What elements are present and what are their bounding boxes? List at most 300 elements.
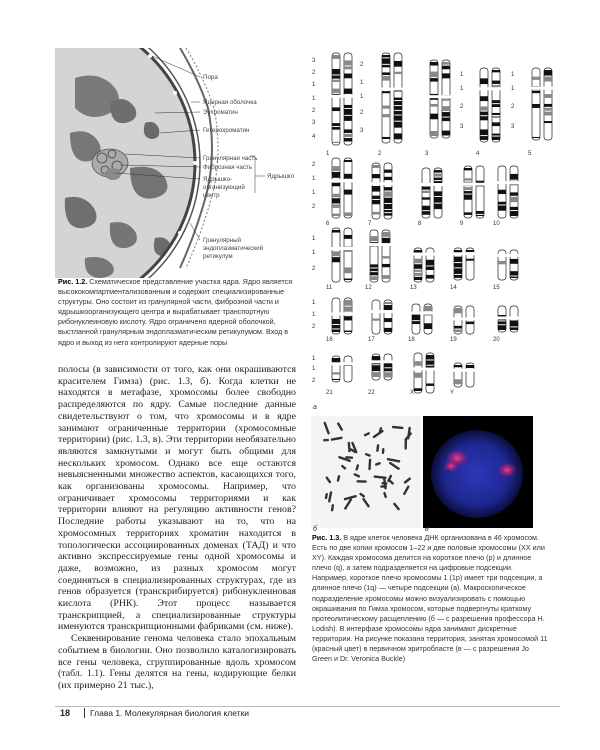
chromosome-number-6: 6 bbox=[326, 221, 330, 227]
ideogram-centromere bbox=[414, 253, 423, 256]
ideogram-band bbox=[454, 250, 462, 253]
ideogram-band bbox=[332, 198, 340, 203]
nucleus-diagram bbox=[55, 48, 305, 278]
band-label: 1 bbox=[511, 86, 515, 92]
metaphase-chromosome bbox=[362, 497, 370, 507]
ideogram-band bbox=[454, 275, 462, 278]
ideogram-band bbox=[544, 77, 552, 82]
ideogram-centromere bbox=[382, 243, 391, 246]
territory-red bbox=[497, 462, 517, 478]
band-label: 2 bbox=[312, 324, 316, 330]
label-granular-part: Гранулярная часть bbox=[203, 155, 258, 162]
ideogram-band bbox=[544, 70, 552, 76]
ideogram-band bbox=[464, 195, 472, 200]
band-label: 1 bbox=[360, 94, 364, 100]
label-er-1: Гранулярный bbox=[203, 237, 241, 244]
ideogram-band bbox=[344, 134, 352, 137]
ideogram-band bbox=[510, 320, 518, 326]
ideogram-band bbox=[532, 91, 540, 94]
ideogram-band bbox=[384, 368, 392, 371]
ideogram-band bbox=[414, 259, 422, 264]
ideogram-centromere bbox=[344, 247, 353, 250]
ideogram-band bbox=[344, 109, 352, 115]
ideogram-band bbox=[344, 331, 352, 332]
body-text bbox=[58, 364, 296, 692]
ideogram-centromere bbox=[384, 310, 393, 313]
ideogram-band bbox=[332, 204, 340, 207]
ideogram-band bbox=[480, 136, 488, 140]
metaphase-chromosome bbox=[372, 429, 384, 438]
ideogram-band bbox=[426, 355, 434, 359]
chromosome-number-y: Y bbox=[450, 390, 455, 396]
ideogram-centromere bbox=[412, 312, 421, 315]
ideogram-band bbox=[430, 131, 438, 136]
metaphase-chromosome bbox=[337, 422, 344, 431]
metaphase-chromosome bbox=[337, 475, 341, 482]
ideogram-band bbox=[480, 116, 488, 120]
metaphase-chromosome bbox=[403, 485, 410, 495]
ideogram-band bbox=[394, 122, 402, 128]
ideogram-band bbox=[382, 264, 390, 267]
ideogram-band bbox=[372, 196, 380, 199]
ideogram-chromatid bbox=[476, 166, 484, 218]
band-label: 2 bbox=[312, 266, 316, 272]
ideogram-band bbox=[480, 78, 488, 84]
metaphase-chromosome bbox=[387, 458, 401, 463]
label-er-2: эндоплазматический bbox=[203, 245, 264, 252]
ideogram-band bbox=[384, 187, 392, 190]
label-heterochromatin: Гетерохроматин bbox=[203, 127, 250, 134]
label-fibrous-part: Фиброзная часть bbox=[203, 164, 253, 171]
ideogram-band bbox=[344, 105, 352, 108]
ideogram-band bbox=[414, 277, 422, 280]
ideogram-centromere bbox=[414, 368, 423, 371]
ideogram-band bbox=[344, 235, 352, 239]
ideogram-band bbox=[372, 372, 380, 377]
band-label: 2 bbox=[312, 108, 316, 114]
ideogram-centromere bbox=[498, 254, 507, 257]
ideogram-band bbox=[476, 215, 484, 216]
ideogram-centromere bbox=[466, 252, 475, 255]
ideogram-centromere bbox=[344, 362, 353, 365]
chromosome-number-2: 2 bbox=[378, 151, 382, 157]
ideogram-centromere bbox=[498, 181, 507, 184]
ideogram-band bbox=[544, 112, 552, 116]
metaphase-chromosome bbox=[392, 426, 404, 430]
ideogram-band bbox=[464, 212, 472, 215]
ideogram-band bbox=[332, 329, 340, 332]
ideogram-band bbox=[372, 356, 380, 361]
ideogram-band bbox=[430, 72, 438, 78]
ideogram-band bbox=[370, 264, 378, 267]
ideogram-band bbox=[454, 365, 462, 367]
band-label: 2 bbox=[312, 378, 316, 384]
ideogram-band bbox=[442, 62, 450, 65]
ideogram-centromere bbox=[384, 360, 393, 363]
ideogram-centromere bbox=[332, 95, 341, 98]
ideogram-band bbox=[454, 308, 462, 313]
ideogram-band bbox=[370, 268, 378, 271]
ideogram-band bbox=[454, 268, 462, 274]
metaphase-chromosome bbox=[341, 464, 347, 470]
ideogram-band bbox=[332, 127, 340, 130]
ideogram-centromere bbox=[372, 360, 381, 363]
ideogram-band bbox=[492, 70, 500, 72]
metaphase-chromosome bbox=[331, 504, 335, 512]
ideogram-band bbox=[384, 191, 392, 196]
ideogram-band bbox=[480, 96, 488, 101]
metaphase-chromosome bbox=[359, 492, 365, 498]
ideogram-centromere bbox=[332, 362, 341, 365]
band-label: 1 bbox=[312, 312, 316, 318]
ideogram-band bbox=[344, 138, 352, 141]
panel-letter-v: в bbox=[425, 526, 429, 533]
ideogram-band bbox=[332, 183, 340, 187]
ideogram-band bbox=[464, 191, 472, 193]
ideogram-band bbox=[382, 72, 390, 75]
band-label: 1 bbox=[312, 190, 316, 196]
ideogram-chromatid bbox=[510, 166, 518, 218]
figure-1-3-caption-text: В ядре клеток человека ДНК организована в 46 хромосом. Есть по две копии хромосом 1–22 и две половые хромосомы (XX или XY). Каждая хромосома делится на короткое плечо (p) и длинное плечо (q), а затем подразделяется на цифровые подсекции. Например, короткое плечо хромосомы 1 (1p) имеет три подсекции, а длинное плечо (1q) — четыре подсекции (а). Макроскопическое подразделение хромосомы можно визуализировать с помощью окрашивания по Гимза хромосом, которые подвергнуты краткому протеолитическому расщеплению (б — с разрешения профессора H. Lodish). В интерфазе хромосомы ядра занимают дискретные территории. На рисунке показана территория, занятая хромосомой 11 (красный цвет) в первичном эритробласте (в — с разрешения Jo Green и Dr. Veronica Buckle) bbox=[312, 533, 548, 664]
band-label: 2 bbox=[360, 62, 364, 68]
ideogram-band bbox=[480, 112, 488, 116]
ideogram-band bbox=[394, 101, 402, 105]
ideogram-centromere bbox=[332, 247, 341, 250]
ideogram-band bbox=[382, 65, 390, 68]
ideogram-band bbox=[372, 165, 380, 168]
ideogram-band bbox=[434, 204, 442, 209]
ideogram-centromere bbox=[344, 179, 353, 182]
metaphase-chromosome bbox=[393, 502, 400, 511]
metaphase-chromosome bbox=[382, 448, 385, 454]
ideogram-band bbox=[492, 81, 500, 84]
ideogram-band bbox=[492, 104, 500, 107]
metaphase-chromosome bbox=[345, 456, 353, 459]
ideogram-band bbox=[510, 207, 518, 210]
ideogram-centromere bbox=[422, 183, 431, 186]
band-label: 2 bbox=[312, 70, 316, 76]
ideogram-band bbox=[466, 250, 474, 252]
chromosome-number-17: 17 bbox=[368, 337, 375, 343]
metaphase-chromosome bbox=[364, 432, 371, 437]
chromosome-number-19: 19 bbox=[450, 337, 457, 343]
ideogram-centromere bbox=[532, 87, 541, 90]
ideogram-band bbox=[498, 202, 506, 205]
chromosome-number-20: 20 bbox=[493, 337, 500, 343]
ideogram-band bbox=[492, 122, 500, 126]
ideogram-centromere bbox=[498, 316, 507, 319]
ideogram-band bbox=[384, 305, 392, 310]
ideogram-band bbox=[332, 325, 340, 328]
ideogram-band bbox=[510, 277, 518, 278]
band-label: 1 bbox=[460, 86, 464, 92]
ideogram-band bbox=[344, 60, 352, 65]
ideogram-band bbox=[466, 365, 474, 368]
ideogram-centromere bbox=[344, 312, 353, 315]
ideogram-band bbox=[370, 236, 378, 241]
ideogram-band bbox=[382, 114, 390, 117]
chromosome-number-5: 5 bbox=[528, 151, 532, 157]
chromosome-number-7: 7 bbox=[368, 221, 372, 227]
ideogram-band bbox=[382, 58, 390, 63]
chromosome-number-x: X bbox=[410, 390, 415, 396]
ideogram-band bbox=[454, 257, 462, 262]
ideogram-band bbox=[442, 118, 450, 122]
ideogram-band bbox=[422, 206, 430, 210]
ideogram-band bbox=[414, 264, 422, 269]
band-label: 1 bbox=[312, 236, 316, 242]
ideogram-band bbox=[332, 172, 340, 178]
ideogram-band bbox=[510, 271, 518, 275]
ideogram-band bbox=[492, 137, 500, 140]
ideogram-band bbox=[422, 197, 430, 199]
ideogram-band bbox=[414, 373, 422, 378]
band-label: 2 bbox=[460, 104, 464, 110]
ideogram-band bbox=[492, 100, 500, 103]
ideogram-centromere bbox=[544, 87, 553, 90]
chromosome-number-22: 22 bbox=[368, 390, 375, 396]
band-label: 1 bbox=[511, 72, 515, 78]
band-label: 1 bbox=[312, 250, 316, 256]
ideogram-band bbox=[384, 318, 392, 322]
ideogram-band bbox=[344, 116, 352, 121]
band-label: 1 bbox=[312, 356, 316, 362]
ideogram-band bbox=[384, 328, 392, 332]
band-label: 3 bbox=[312, 58, 316, 64]
ideogram-band bbox=[344, 74, 352, 79]
ideogram-band bbox=[394, 61, 402, 67]
ideogram-band bbox=[332, 257, 340, 262]
ideogram-band bbox=[422, 187, 430, 190]
ideogram-band bbox=[332, 230, 340, 233]
chromosome-number-16: 16 bbox=[326, 337, 333, 343]
ideogram-band bbox=[372, 212, 380, 215]
ideogram-centromere bbox=[510, 254, 519, 257]
chromosome-number-12: 12 bbox=[365, 285, 372, 291]
ideogram-band bbox=[332, 142, 340, 143]
metaphase-chromosome bbox=[356, 480, 366, 483]
chromosome-number-10: 10 bbox=[493, 221, 500, 227]
ideogram-band bbox=[498, 325, 506, 330]
label-organizer-1: Ядрышко- bbox=[203, 176, 233, 183]
ideogram-band bbox=[372, 186, 380, 192]
ideogram-band bbox=[384, 170, 392, 173]
band-label: 4 bbox=[312, 134, 316, 140]
metaphase-chromosome bbox=[325, 476, 331, 484]
ideogram-band bbox=[344, 190, 352, 195]
ideogram-centromere bbox=[332, 179, 341, 182]
ideogram-band bbox=[426, 275, 434, 279]
metaphase-chromosome bbox=[325, 493, 329, 500]
ideogram-band bbox=[332, 166, 340, 171]
ideogram-centromere bbox=[466, 317, 475, 320]
ideogram-band bbox=[384, 177, 392, 180]
ideogram-band bbox=[498, 205, 506, 210]
ideogram-centromere bbox=[372, 182, 381, 185]
label-nucleolus: Ядрышко bbox=[267, 173, 295, 180]
ideogram-band bbox=[498, 321, 506, 324]
metaphase-chromosome bbox=[383, 492, 387, 499]
ideogram-band bbox=[412, 315, 420, 321]
figure-1-3-caption bbox=[312, 533, 548, 664]
ideogram-band bbox=[344, 267, 352, 273]
ideogram-band bbox=[480, 129, 488, 135]
ideogram-band bbox=[332, 75, 340, 78]
metaphase-chromosome bbox=[389, 461, 401, 470]
ideogram-centromere bbox=[510, 181, 519, 184]
ideogram-band bbox=[382, 232, 390, 237]
ideogram-band bbox=[394, 106, 402, 110]
label-er-3: ретикулум bbox=[203, 253, 233, 260]
ideogram-band bbox=[332, 123, 340, 126]
ideogram-band bbox=[344, 174, 352, 179]
band-label: 1 bbox=[360, 80, 364, 86]
ideogram-band bbox=[384, 204, 392, 209]
ideogram-band bbox=[372, 174, 380, 178]
ideogram-band bbox=[492, 116, 500, 118]
ideogram-band bbox=[498, 190, 506, 194]
ideogram-band bbox=[434, 197, 442, 203]
metaphase-chromosome bbox=[355, 464, 359, 471]
ideogram-band bbox=[372, 200, 380, 204]
ideogram-band bbox=[430, 78, 438, 81]
territory-red bbox=[443, 460, 459, 472]
ideogram-band bbox=[442, 112, 450, 117]
band-label: 2 bbox=[511, 104, 515, 110]
ideogram-centromere bbox=[492, 87, 501, 90]
ideogram-band bbox=[424, 323, 432, 329]
metaphase-chromosome bbox=[368, 459, 371, 470]
panel-letter-a: а bbox=[313, 404, 317, 411]
band-label: 2 bbox=[360, 110, 364, 116]
ideogram-band bbox=[510, 174, 518, 180]
ideogram-centromere bbox=[394, 88, 403, 91]
ideogram-band bbox=[384, 213, 392, 215]
ideogram-chromatid bbox=[332, 298, 340, 334]
chromosome-number-13: 13 bbox=[410, 285, 417, 291]
metaphase-chromosome bbox=[331, 436, 343, 440]
label-euchromatin: Эухроматин bbox=[203, 109, 238, 116]
ideogram-band bbox=[544, 94, 552, 98]
metaphase-chromosome bbox=[375, 462, 381, 466]
ideogram-band bbox=[426, 260, 434, 266]
band-label: 1 bbox=[312, 82, 316, 88]
ideogram-band bbox=[344, 300, 352, 306]
ideogram-band bbox=[382, 256, 390, 258]
ideogram-band bbox=[384, 210, 392, 212]
ideogram-band bbox=[414, 270, 422, 272]
ideogram-chromatid bbox=[332, 53, 340, 145]
ideogram-centromere bbox=[332, 312, 341, 315]
band-label: 3 bbox=[511, 124, 515, 130]
chromosome-number-21: 21 bbox=[326, 390, 333, 396]
body-paragraph-1: полосы (в зависимости от того, как они окрашиваются красителем Гимза) (рис. 1.3, б). Когда клетки не находятся в метафазе, хромосомы более свободно распределяются по ядру. Самые последние данные свидетельствуют о том, что хромосомы и в ядре занимают ограниченные территории (хромосомные территории) (рис. 1.3, в). Эти территории необязательно являются замкнутыми и могут быть общими для нескольких хромосом. Однако все еще остаются невыясненными множество аспектов, касающихся того, как организованы хромосомы. Например, что ограничивает хромосомы территориями и как территории влияют на регуляцию активности генов? Последние работы указывают на то, что на хромосомных территориях хроматин находится в топологически ассоциированных доменах (ТАД) и что активно экспрессируемые гены одной хромосомы и даже, возможно, из разных хромосом могут соединяться в специализированных структурах, где из генов образуется (транскрибируется) рибонуклеиновая кислота (РНК). Этот процесс называется транскрипцией, а специализированные структуры именуются транскрипционными фабриками (см. ниже). bbox=[58, 364, 296, 633]
label-organizer-3: центр bbox=[203, 192, 220, 199]
band-label: 1 bbox=[460, 72, 464, 78]
band-label: 3 bbox=[460, 124, 464, 130]
chromosome-number-1: 1 bbox=[326, 151, 330, 157]
ideogram-band bbox=[442, 66, 450, 70]
ideogram-band bbox=[332, 319, 340, 324]
ideogram-band bbox=[442, 131, 450, 136]
ideogram-band bbox=[332, 55, 340, 59]
footer-separator bbox=[84, 708, 85, 718]
ideogram-centromere bbox=[424, 312, 433, 315]
label-organizer-2: организующий bbox=[203, 184, 245, 191]
band-label: 1 bbox=[312, 300, 316, 306]
ideogram-centromere bbox=[426, 253, 435, 256]
chromosome-number-18: 18 bbox=[408, 337, 415, 343]
ideogram-band bbox=[422, 211, 430, 215]
ideogram-band bbox=[454, 379, 462, 384]
chromosome-number-3: 3 bbox=[425, 151, 429, 157]
ideogram-band bbox=[424, 306, 432, 311]
ideogram-band bbox=[384, 198, 392, 203]
band-label: 1 bbox=[312, 96, 316, 102]
ideogram-band bbox=[414, 273, 422, 276]
ideogram-band bbox=[544, 108, 552, 111]
ideogram-band bbox=[414, 361, 422, 366]
figure-1-2-caption bbox=[58, 277, 298, 348]
page-number: 18 bbox=[60, 708, 71, 718]
ideogram-band bbox=[430, 62, 438, 66]
ideogram-band bbox=[426, 383, 434, 385]
ideogram-centromere bbox=[372, 310, 381, 313]
ideogram-centromere bbox=[384, 182, 393, 185]
ideogram-band bbox=[466, 259, 474, 261]
label-nuclear-envelope: Ядерная оболочка bbox=[203, 99, 257, 106]
ideogram-band bbox=[422, 191, 430, 193]
ideogram-band bbox=[426, 266, 434, 270]
ideogram-band bbox=[544, 121, 552, 123]
ideogram-band bbox=[454, 326, 462, 329]
ideogram-centromere bbox=[430, 95, 439, 98]
ideogram-band bbox=[394, 111, 402, 115]
ideogram-band bbox=[332, 214, 340, 216]
ideogram-centromere bbox=[454, 317, 463, 320]
ideogram-chromatid bbox=[382, 230, 390, 282]
metaphase-chromosome bbox=[323, 421, 330, 434]
ideogram-chromatid bbox=[344, 356, 352, 382]
ideogram-band bbox=[394, 72, 402, 74]
ideogram-band bbox=[434, 174, 442, 177]
body-paragraph-2: Секвенирование генома человека стало эпохальным событием в биологии. Оно позволило каталогизировать все гены человека, сгруппированные вдоль хромосом (табл. 1.1). Гены делятся на гены, кодирующие белки (их примерно 21 тыс.), bbox=[58, 633, 296, 691]
metaphase-chromosome bbox=[376, 444, 379, 452]
band-label: 2 bbox=[312, 204, 316, 210]
chromosome-number-4: 4 bbox=[476, 151, 480, 157]
ideogram-band bbox=[344, 307, 352, 312]
chromosome-number-8: 8 bbox=[418, 221, 422, 227]
ideogram-band bbox=[372, 365, 380, 371]
ideogram-band bbox=[476, 211, 484, 214]
panel-letter-b: б bbox=[313, 526, 317, 533]
chromosome-number-11: 11 bbox=[326, 285, 333, 291]
ideogram-band bbox=[394, 98, 402, 100]
ideogram-band bbox=[344, 66, 352, 69]
ideogram-centromere bbox=[370, 243, 379, 246]
band-label: 1 bbox=[312, 176, 316, 182]
band-label: 3 bbox=[360, 128, 364, 134]
figure-1-2-caption-text: Схематическое представление участка ядра. Ядро является высококомпартментализованным и содержит специализированные структуры. Оно состоит из гранулярной части, фиброзной части и ядрышкоорганизующего центра и вырабатывает транспортную рибонуклеиновую кислоту. Ядро ограничено ядерной оболочкой, выстланной гранулярным эндоплазматическим ретикулумом. Вход в ядро и выход из него контролируют ядерные поры bbox=[58, 277, 293, 347]
metaphase-chromosome bbox=[403, 477, 411, 484]
ideogram-band bbox=[382, 91, 390, 93]
ideogram-band bbox=[434, 191, 442, 196]
ideogram-band bbox=[510, 327, 518, 330]
ideogram-band bbox=[454, 263, 462, 267]
ideogram-band bbox=[510, 211, 518, 216]
ideogram-band bbox=[394, 116, 402, 121]
metaphase-chromosome bbox=[365, 453, 371, 457]
